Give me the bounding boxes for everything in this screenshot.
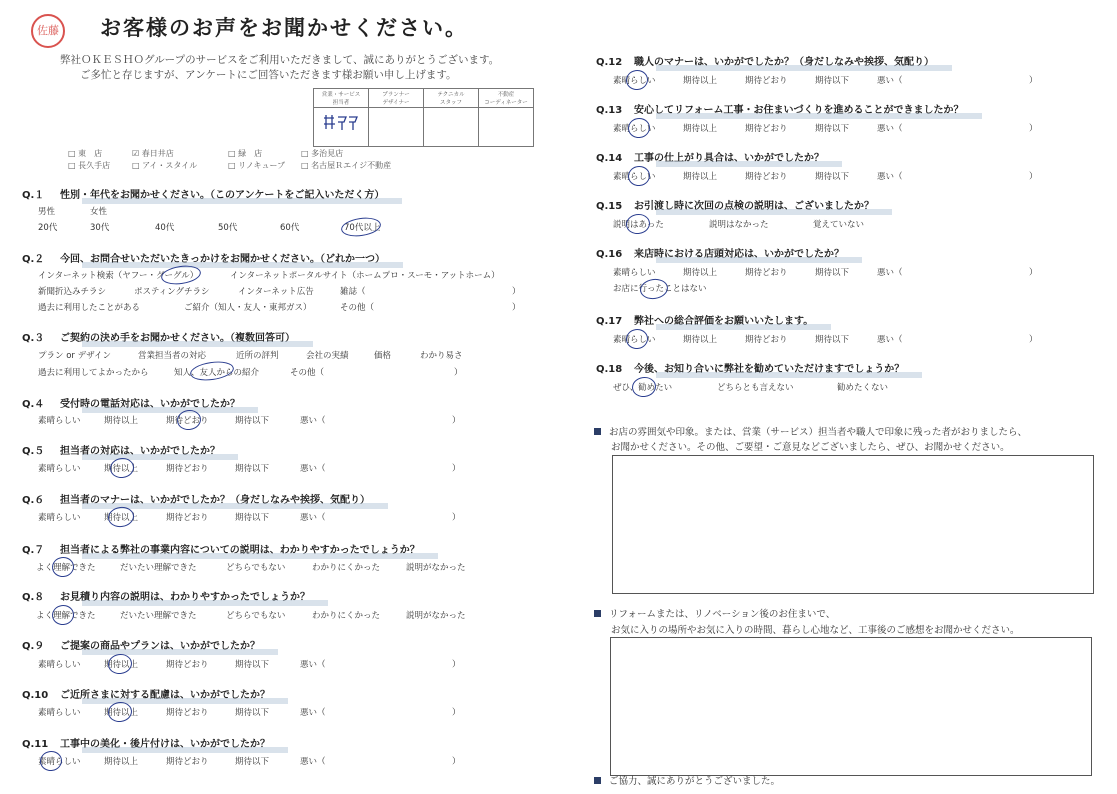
answer-option: ） [452, 513, 461, 523]
answer-option[interactable]: どちらでもない [226, 563, 286, 573]
question-text: 工事の仕上がり具合は、いかがでしたか？ [634, 153, 824, 164]
store-option[interactable]: □ アイ・スタイル [132, 161, 198, 170]
staff-header-planner: プランナー デザイナー [369, 89, 424, 108]
answer-option[interactable]: 説明はなかった [709, 220, 769, 230]
question-number: Q.７ [22, 545, 45, 556]
answer-option[interactable]: 期待どおり [166, 757, 209, 767]
answer-option[interactable]: 素晴らしい [38, 708, 81, 718]
question-text: 来店時における店頭対応は、いかがでしたか？ [634, 249, 844, 260]
store-option[interactable]: □ 緑 店 [228, 149, 263, 158]
answer-option[interactable]: 勧めたくない [837, 383, 889, 393]
question-text: お見積り内容の説明は、わかりやすかったでしょうか？ [60, 592, 310, 603]
answer-option[interactable]: インターネット検索（ヤフー・グーグル） [38, 271, 199, 281]
answer-option[interactable]: その他（ [290, 368, 325, 378]
answer-option[interactable]: 50代 [218, 223, 238, 233]
answer-option[interactable]: 素晴らしい [613, 124, 656, 134]
answer-option[interactable]: 期待以下 [815, 76, 850, 86]
answer-option: ） [1029, 124, 1038, 134]
staff-header-technical: テクニカル スタッフ [424, 89, 479, 108]
answer-option[interactable]: 期待以上 [104, 708, 139, 718]
question-8 [22, 588, 314, 604]
question-18 [596, 360, 908, 376]
answer-option[interactable]: 期待以上 [104, 416, 139, 426]
comment-prompt-text: リフォームまたは、リノベーション後のお住まいで、 [609, 609, 836, 620]
answer-option[interactable]: 素晴らしい [38, 660, 81, 670]
answer-option[interactable]: 期待以上 [683, 76, 718, 86]
answer-option[interactable]: 期待以上 [104, 464, 139, 474]
answer-options [38, 511, 461, 525]
answer-option[interactable]: 知人、友人からの紹介 [174, 368, 260, 378]
answer-option[interactable]: 期待以下 [815, 172, 850, 182]
answer-option: ） [1029, 335, 1038, 345]
answer-option[interactable]: 素晴らしい [613, 335, 656, 345]
question-2 [22, 250, 389, 266]
answer-option[interactable]: インターネット広告 [238, 287, 314, 297]
comment-prompt-1 [594, 424, 1027, 438]
answer-option[interactable]: 期待どおり [166, 708, 209, 718]
answer-option[interactable]: 20代 [38, 223, 58, 233]
answer-circle-mark [625, 212, 652, 235]
question-5 [22, 442, 224, 458]
answer-circle-mark [51, 556, 76, 579]
answer-options [38, 706, 461, 720]
question-text: 受付時の電話対応は、いかがでしたか？ [60, 399, 240, 410]
answer-option[interactable]: 営業担当者の対応 [138, 351, 207, 361]
answer-option[interactable]: よく理解できた [36, 611, 96, 621]
answer-option[interactable]: 期待以下 [235, 660, 270, 670]
answer-option[interactable]: 近所の評判 [236, 351, 279, 361]
answer-option[interactable]: 期待以上 [683, 335, 718, 345]
answer-option[interactable]: 素晴らしい [38, 513, 81, 523]
answer-option[interactable]: 期待どおり [745, 76, 788, 86]
answer-option[interactable]: どちらとも言えない [717, 383, 794, 393]
answer-option[interactable]: 会社の実績 [306, 351, 349, 361]
answer-option[interactable]: わかりにくかった [312, 563, 381, 573]
answer-option[interactable]: 期待以上 [104, 660, 139, 670]
answer-option[interactable]: 期待以上 [104, 513, 139, 523]
answer-option[interactable]: 期待以下 [815, 335, 850, 345]
question-3 [22, 329, 299, 345]
answer-option[interactable]: 期待以下 [235, 757, 270, 767]
intro-line-1: 弊社ＯＫＥＳＨＯグループのサービスをご利用いただきまして、誠にありがとうございます。 [60, 54, 500, 66]
answer-option[interactable]: 期待以下 [235, 464, 270, 474]
answer-circle-mark [627, 117, 652, 140]
answer-option: ） [1029, 172, 1038, 182]
answer-option[interactable]: 悪い（ [877, 76, 903, 86]
answer-option[interactable]: 期待以下 [235, 708, 270, 718]
answer-option[interactable]: 期待以下 [815, 268, 850, 278]
question-9 [22, 637, 264, 653]
answer-option[interactable]: 過去に利用してよかったから [38, 368, 149, 378]
question-number: Q.10 [22, 690, 49, 701]
answer-options [613, 122, 1043, 136]
answer-option[interactable]: 価格 [374, 351, 392, 361]
answer-options [38, 414, 461, 428]
store-option[interactable]: □ リノキューブ [228, 161, 286, 170]
answer-options [38, 269, 528, 315]
question-text: 工事中の美化・後片付けは、いかがでしたか？ [60, 739, 270, 750]
comment-prompt-2-line2: お気に入りの場所やお気に入りの時間、暮らし心地など、工事後のご感想をお聞かせください。 [611, 625, 1020, 636]
answer-option[interactable]: 説明はあった [613, 220, 664, 230]
answer-option[interactable]: 悪い（ [300, 464, 326, 474]
question-number: Q.18 [596, 364, 623, 375]
answer-circle-mark [625, 328, 650, 351]
question-17 [596, 312, 817, 328]
answer-option: ） [454, 368, 463, 378]
answer-option[interactable]: 素晴らしい [38, 464, 81, 474]
question-text: 今回、お問合せいただいたきっかけをお聞かせください。（どれか一つ） [60, 254, 385, 265]
answer-options [613, 333, 1043, 347]
answer-option[interactable]: ご紹介（知人・友人・東邦ガス） [184, 303, 312, 313]
answer-option[interactable]: 期待以上 [683, 124, 718, 134]
staff-cell-planner[interactable] [369, 108, 424, 147]
question-16 [596, 245, 848, 261]
answer-option[interactable]: 期待どおり [745, 335, 788, 345]
answer-option[interactable]: 期待以下 [235, 513, 270, 523]
question-number: Q.６ [22, 495, 45, 506]
closing-text: ご協力、誠にありがとうございました。 [609, 776, 781, 787]
answer-option[interactable]: 素晴らしい [38, 416, 81, 426]
answer-options [613, 266, 1043, 298]
question-number: Q.８ [22, 592, 45, 603]
page-title: お客様のお声をお聞かせください。 [100, 16, 468, 40]
seal-stamp-text: 佐藤 [37, 24, 59, 37]
store-option[interactable]: ☑ 春日井店 [132, 149, 174, 158]
answer-option: ） [512, 287, 521, 297]
answer-option[interactable]: どちらでもない [226, 611, 286, 621]
staff-cell-technical[interactable] [424, 108, 479, 147]
question-14 [596, 149, 828, 165]
answer-option[interactable]: 期待どおり [166, 660, 209, 670]
answer-option[interactable]: 覚えていない [813, 220, 865, 230]
answer-option[interactable]: 説明がなかった [406, 563, 466, 573]
question-number: Q.13 [596, 105, 623, 116]
answer-option[interactable]: 70代以上 [344, 223, 381, 233]
answer-option: ） [452, 464, 461, 474]
answer-option[interactable]: インターネットポータルサイト（ホームプロ・スーモ・アットホーム） [230, 271, 500, 281]
store-option[interactable]: □ 名古屋Ｒエイジ不動産 [301, 161, 392, 170]
answer-option[interactable]: 悪い（ [300, 708, 326, 718]
question-10 [22, 686, 274, 702]
question-6 [22, 491, 374, 507]
answer-options [613, 170, 1043, 184]
answer-options [36, 609, 476, 623]
answer-circle-mark [51, 604, 76, 627]
answer-option[interactable]: 素晴らしい [38, 757, 81, 767]
answer-option[interactable]: 期待どおり [166, 513, 209, 523]
bullet-square-icon [594, 610, 601, 617]
answer-option[interactable]: 過去に利用したことがある [38, 303, 141, 313]
answer-option[interactable]: 期待以上 [683, 268, 718, 278]
answer-option[interactable]: 悪い（ [877, 335, 903, 345]
comment-box-1[interactable] [612, 455, 1094, 594]
answer-option[interactable]: 悪い（ [300, 757, 326, 767]
answer-option[interactable]: プラン or デザイン [38, 351, 112, 361]
question-number: Q.９ [22, 641, 45, 652]
answer-option[interactable]: その他（ [340, 303, 375, 313]
seal-stamp [31, 14, 65, 48]
answer-option[interactable]: 悪い（ [877, 124, 903, 134]
question-text: 職人のマナーは、いかがでしたか？（身だしなみや挨拶、気配り） [634, 57, 934, 68]
answer-options [36, 561, 476, 575]
answer-option[interactable]: わかりにくかった [312, 611, 381, 621]
answer-option[interactable]: 雑誌（ [340, 287, 366, 297]
answer-option: ） [452, 708, 461, 718]
answer-option[interactable]: だいたい理解できた [120, 563, 197, 573]
answer-option[interactable]: わかり易さ [420, 351, 463, 361]
answer-circle-mark [39, 750, 64, 773]
answer-option[interactable]: 素晴らしい [613, 172, 656, 182]
answer-option[interactable]: 男性 [38, 207, 56, 217]
answer-option[interactable]: 悪い（ [300, 660, 326, 670]
answer-option[interactable]: 40代 [155, 223, 175, 233]
answer-options [38, 462, 461, 476]
question-1 [22, 186, 388, 202]
answer-option[interactable]: 素晴らしい [613, 76, 656, 86]
answer-option[interactable]: 期待どおり [745, 124, 788, 134]
question-text: 今後、お知り合いに弊社を勧めていただけますでしょうか？ [634, 364, 905, 375]
question-number: Q.11 [22, 739, 49, 750]
answer-option[interactable]: 期待どおり [745, 268, 788, 278]
store-checklist [68, 148, 428, 172]
question-number: Q.２ [22, 254, 45, 265]
comment-prompt-text: お店の雰囲気や印象。または、営業（サービス）担当者や職人で印象に残った者がおりましたら、 [609, 427, 1028, 438]
answer-circle-mark [625, 69, 650, 92]
question-number: Q.17 [596, 316, 623, 327]
question-text: ご契約の決め手をお聞かせください。（複数回答可） [60, 333, 295, 344]
question-number: Q.12 [596, 57, 623, 68]
question-text: 担当者による弊社の事業内容についての説明は、わかりやすかったでしょうか？ [60, 545, 420, 556]
question-12 [596, 53, 938, 69]
bullet-square-icon [594, 777, 601, 784]
answer-option[interactable]: よく理解できた [36, 563, 96, 573]
answer-option: ） [452, 757, 461, 767]
answer-option[interactable]: ぜひ、勧めたい [613, 383, 673, 393]
answer-option[interactable]: だいたい理解できた [120, 611, 197, 621]
answer-options [38, 349, 488, 379]
answer-option[interactable]: 悪い（ [877, 268, 903, 278]
answer-option[interactable]: 新聞折込みチラシ [38, 287, 107, 297]
question-number: Q.16 [596, 249, 623, 260]
answer-option[interactable]: 30代 [90, 223, 110, 233]
question-number: Q.４ [22, 399, 45, 410]
question-text: お引渡し時に次回の点検の説明は、ございましたか？ [634, 201, 874, 212]
bullet-square-icon [594, 428, 601, 435]
comment-prompt-1-line2: お聞かせください。その他、ご要望・ご意見などございましたら、ぜひ、お聞かせください。 [611, 442, 1010, 453]
answer-option[interactable]: 悪い（ [300, 513, 326, 523]
staff-header-realestate: 不動産 コーディネーター [479, 89, 534, 108]
answer-options [613, 381, 913, 395]
handwritten-signature [322, 112, 366, 132]
answer-option[interactable]: 期待以下 [815, 124, 850, 134]
question-text: 性別・年代をお聞かせください。（このアンケートをご記入いただく方） [60, 190, 385, 201]
comment-box-2[interactable] [610, 637, 1092, 776]
answer-option[interactable]: 説明がなかった [406, 611, 466, 621]
question-number: Q.５ [22, 446, 45, 457]
answer-circle-mark [107, 652, 134, 675]
question-4 [22, 395, 244, 411]
answer-option[interactable]: 期待どおり [166, 464, 209, 474]
question-text: 安心してリフォーム工事・お住まいづくりを進めることができましたか？ [634, 105, 964, 116]
store-option[interactable]: □ 東 店 [68, 149, 103, 158]
staff-cell-realestate[interactable] [479, 108, 534, 147]
answer-circle-mark [631, 375, 658, 398]
answer-options [38, 658, 461, 672]
answer-option: ） [452, 660, 461, 670]
question-text: ご近所さまに対する配慮は、いかがでしたか？ [60, 690, 270, 701]
question-11 [22, 735, 274, 751]
question-number: Q.３ [22, 333, 45, 344]
answer-options [38, 755, 461, 769]
intro-line-2: ご多忙と存じますが、アンケートにご回答いただきます様お願い申し上げます。 [80, 69, 457, 81]
answer-option: ） [1029, 268, 1038, 278]
answer-option[interactable]: 悪い（ [877, 172, 903, 182]
closing-message [594, 773, 780, 787]
question-text: 担当者のマナーは、いかがでしたか？（身だしなみや挨拶、気配り） [60, 495, 370, 506]
staff-header-sales: 営業・サービス 担当者 [314, 89, 369, 108]
answer-options [613, 74, 1043, 88]
store-option[interactable]: □ 多治見店 [301, 149, 344, 158]
question-text: 担当者の対応は、いかがでしたか？ [60, 446, 220, 457]
answer-option[interactable]: 期待どおり [745, 172, 788, 182]
answer-option: ） [512, 303, 521, 313]
answer-option[interactable]: ポスティングチラシ [134, 287, 210, 297]
answer-option[interactable]: 期待以上 [683, 172, 718, 182]
question-text: 弊社への総合評価をお願いいたします。 [634, 316, 814, 327]
answer-option[interactable]: お店に行ったことはない [613, 284, 707, 294]
answer-option[interactable]: 期待以下 [235, 416, 270, 426]
question-number: Q.14 [596, 153, 623, 164]
answer-circle-mark [627, 165, 652, 188]
answer-option[interactable]: 期待どおり [166, 416, 209, 426]
answer-option[interactable]: 60代 [280, 223, 300, 233]
question-7 [22, 541, 424, 557]
question-15 [596, 197, 878, 213]
answer-option[interactable]: 悪い（ [300, 416, 326, 426]
answer-option[interactable]: 期待以上 [104, 757, 139, 767]
question-number: Q.15 [596, 201, 623, 212]
answer-options [613, 218, 913, 232]
answer-options [38, 205, 498, 235]
answer-option: ） [452, 416, 461, 426]
question-13 [596, 101, 968, 117]
question-number: Q.１ [22, 190, 45, 201]
answer-option[interactable]: 女性 [90, 207, 108, 217]
answer-option: ） [1029, 76, 1038, 86]
comment-prompt-2 [594, 606, 835, 620]
question-text: ご提案の商品やプランは、いかがでしたか？ [60, 641, 260, 652]
store-option[interactable]: □ 長久手店 [68, 161, 111, 170]
answer-option[interactable]: 素晴らしい [613, 268, 656, 278]
